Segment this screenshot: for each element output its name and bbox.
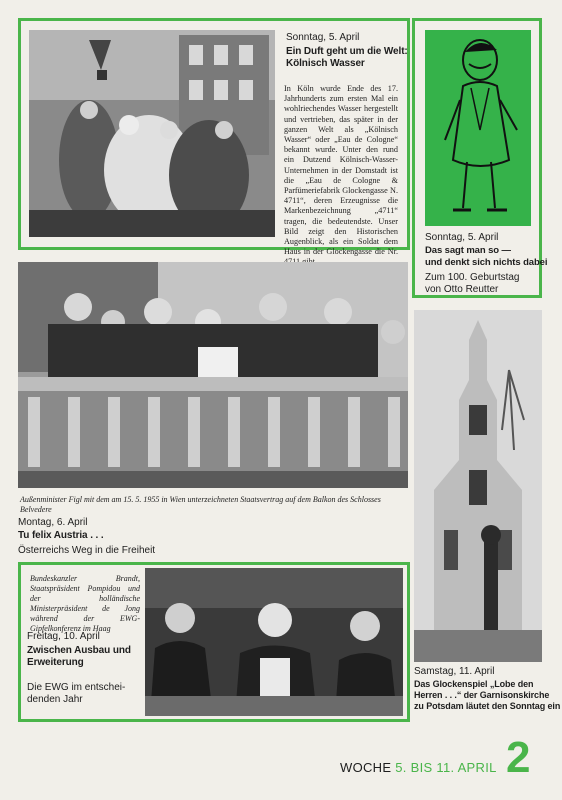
footer-week-word: WOCHE	[340, 760, 392, 775]
ewg-date: Freitag, 10. April	[27, 631, 100, 642]
reutter-subline-line-1: Zum 100. Geburtstag	[425, 272, 520, 283]
footer-week-label	[340, 760, 497, 775]
ewg-headline-line-1: Zwischen Ausbau und	[27, 645, 131, 656]
potsdam-date: Samstag, 11. April	[414, 666, 495, 677]
cologne-historical-painting	[29, 30, 275, 237]
footer-page-number: 2	[506, 733, 531, 782]
cologne-body-text: In Köln wurde Ende des 17. Jahrhunderts zum ersten Mal ein wohlriechendes Wasser hergestellt und vertrieben, das später in der ganzen Welt als „Kölnisch Wasser“ oder „Eau de Cologne“ bekannt wurde. Unter den rund ein Dutzend Kölnisch-Wasser-Unternehmen in der Domstadt ist die „Eau de Cologne & Parfümeriefabrik Glockengasse N. 4711“, deren Erzeugnisse die Markenbezeichnung „4711“ tragen, die bedeutendste. Unser Bild zeigt den Historischen Augenblick, als ein Soldat dem Haus in der Glockengasse die Nr.	[284, 84, 398, 257]
reutter-caricature-icon	[425, 30, 531, 226]
potsdam-headline-line-2: Herren . . .“ der Garnisonskirche	[414, 690, 550, 700]
ewg-headline-line-2: Erweiterung	[27, 657, 84, 668]
cologne-headline-line-1: Ein Duft geht um die Welt:	[286, 46, 408, 57]
potsdam-headline-line-3: zu Potsdam läutet den Sonntag ein	[414, 701, 561, 711]
ewg-subline-line-2: denden Jahr	[27, 694, 83, 705]
ewg-photo-caption: Bundeskanzler Brandt, Staatspräsident Pompidou und der holländische Ministerpräsident de Jong während der EWG-Gipfelkonferenz im Haag	[30, 574, 140, 633]
cologne-date: Sonntag, 5. April	[286, 32, 360, 43]
reutter-headline-line-2: und denkt sich nichts dabei	[425, 257, 548, 268]
reutter-headline-line-1: Das sagt man so —	[425, 245, 511, 256]
austria-date: Montag, 6. April	[18, 517, 88, 528]
austria-photo-caption: Außenminister Figl mit dem am 15. 5. 1955 in Wien unterzeichneten Staatsvertrag auf dem Balkon des Schlosses Belvedere	[20, 495, 381, 514]
austria-subline: Österreichs Weg in die Freiheit	[18, 545, 156, 556]
reutter-date: Sonntag, 5. April	[425, 232, 499, 243]
belvedere-balcony-photo	[18, 262, 408, 488]
ewg-subline-line-1: Die EWG im entschei-	[27, 682, 126, 693]
reutter-caricature-panel	[425, 30, 531, 226]
austria-headline: Tu felix Austria . . .	[18, 530, 104, 541]
footer-week-range: 5. BIS 11. APRIL	[395, 760, 497, 775]
cologne-headline-line-2: Kölnisch Wasser	[286, 58, 365, 69]
potsdam-headline-line-1: Das Glockenspiel „Lobe den	[414, 679, 534, 689]
reutter-subline-line-2: von Otto Reutter	[425, 284, 499, 295]
garnisonskirche-photo	[414, 310, 542, 662]
ewg-summit-photo	[145, 568, 403, 716]
